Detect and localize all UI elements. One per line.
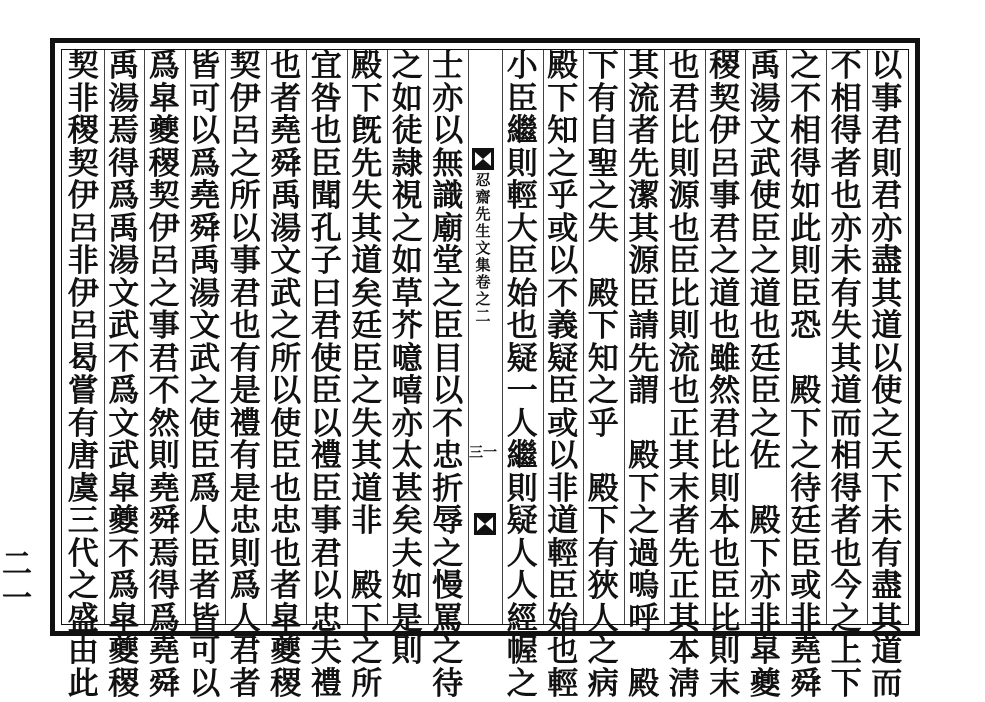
text-column-right-1: 以 事 君 則 君 亦 盡 其 道 以 使 之 天 下 未 有 盡 其 道 而 [871,48,903,702]
center-page-number: 三一 [469,445,497,461]
column-rule [745,50,746,624]
text-column-left-2: 之 如 徒 隷 視 之 如 草 芥 噫 嘻 亦 太 甚 矣 夫 如 是 則 [391,48,423,669]
column-rule [705,50,706,624]
text-column-right-2: 不 相 得 者 也 亦 未 有 失 其 道 而 相 得 者 也 今 之 上 下 [830,48,862,702]
column-rule [543,50,544,624]
center-title: 忍 齋 先 生 文 集 卷 之 二 [475,171,491,325]
text-column-right-9: 殿 下 知 之 乎 或 以 不 義 疑 臣 或 以 非 道 輕 臣 始 也 輕 [547,48,579,702]
column-rule [428,50,429,624]
text-column-right-6: 也 君 比 則 源 也 臣 比 則 流 也 正 其 末 者 先 正 其 本 淸 [668,48,700,702]
text-column-right-4: 禹 湯 文 武 使 臣 之 道 也 廷 臣 之 佐 殿 下 亦 非 皐 夔 [749,48,781,702]
column-rule [387,50,388,624]
column-rule [502,50,503,624]
text-column-right-5: 稷 契 伊 呂 事 君 之 道 也 雖 然 君 比 則 本 也 臣 比 則 末 [709,48,741,702]
text-column-left-3: 殿 下 旣 先 失 其 道 矣 廷 臣 之 失 其 道 非 殿 下 之 所 [351,48,383,702]
column-rule [266,50,267,624]
column-rule [306,50,307,624]
text-column-left-1: 士 亦 以 無 識 廟 堂 之 臣 目 以 不 忠 折 辱 之 慢 罵 之 待 [432,48,464,702]
fishtail-top-icon [472,148,494,170]
column-rule [664,50,665,624]
page-frame [50,38,920,702]
column-rule [347,50,348,624]
column-rule [624,50,625,624]
text-column-right-10: 小 臣 繼 則 輕 大 臣 始 也 疑 一 人 繼 則 疑 人 人 經 幄 之 [506,48,538,702]
text-column-left-5: 也 者 堯 舜 禹 湯 文 武 之 所 以 使 臣 也 忠 也 者 皐 夔 稷 [270,48,302,702]
text-column-left-9: 禹 湯 焉 得 爲 禹 湯 文 武 不 爲 文 武 皐 夔 不 爲 皐 夔 稷 [108,48,140,702]
column-rule [583,50,584,624]
text-block [61,48,909,702]
text-column-left-4: 宜 咎 也 臣 聞 孔 子 曰 君 使 臣 以 禮 臣 事 君 以 忠 夫 禮 [310,48,342,702]
text-column-left-8: 爲 皐 夔 稷 契 伊 呂 之 事 君 不 然 則 堯 舜 焉 得 爲 堯 舜 [148,48,180,702]
column-rule [826,50,827,624]
text-column-right-7: 其 流 者 先 潔 其 源 臣 請 先 謂 殿 下 之 過 嗚 呼 殿 [628,48,660,702]
text-column-right-8: 下 有 自 聖 之 失 殿 下 知 之 乎 殿 下 有 狹 人 之 病 [587,48,619,702]
column-rule [786,50,787,624]
column-rule [144,50,145,624]
text-column-right-3: 之 不 相 得 如 此 則 臣 恐 殿 下 之 待 廷 臣 或 非 堯 舜 [790,48,822,702]
text-column-left-6: 契 伊 呂 之 所 以 事 君 也 有 是 禮 有 是 忠 則 爲 人 君 者 [229,48,261,702]
column-rule [867,50,868,624]
column-rule [468,50,469,624]
text-column-left-7: 皆 可 以 爲 堯 舜 禹 湯 文 武 之 使 臣 爲 人 臣 者 皆 可 以 [189,48,221,702]
column-rule [104,50,105,624]
column-rule [225,50,226,624]
fishtail-bottom-icon [474,513,496,535]
text-column-left-10: 契 非 稷 契 伊 呂 非 伊 呂 曷 嘗 有 唐 虞 三 代 之 盛 由 此 [67,48,99,702]
center-fold [468,50,498,624]
leaf-number: 二 一 [2,547,32,616]
column-rule [185,50,186,624]
